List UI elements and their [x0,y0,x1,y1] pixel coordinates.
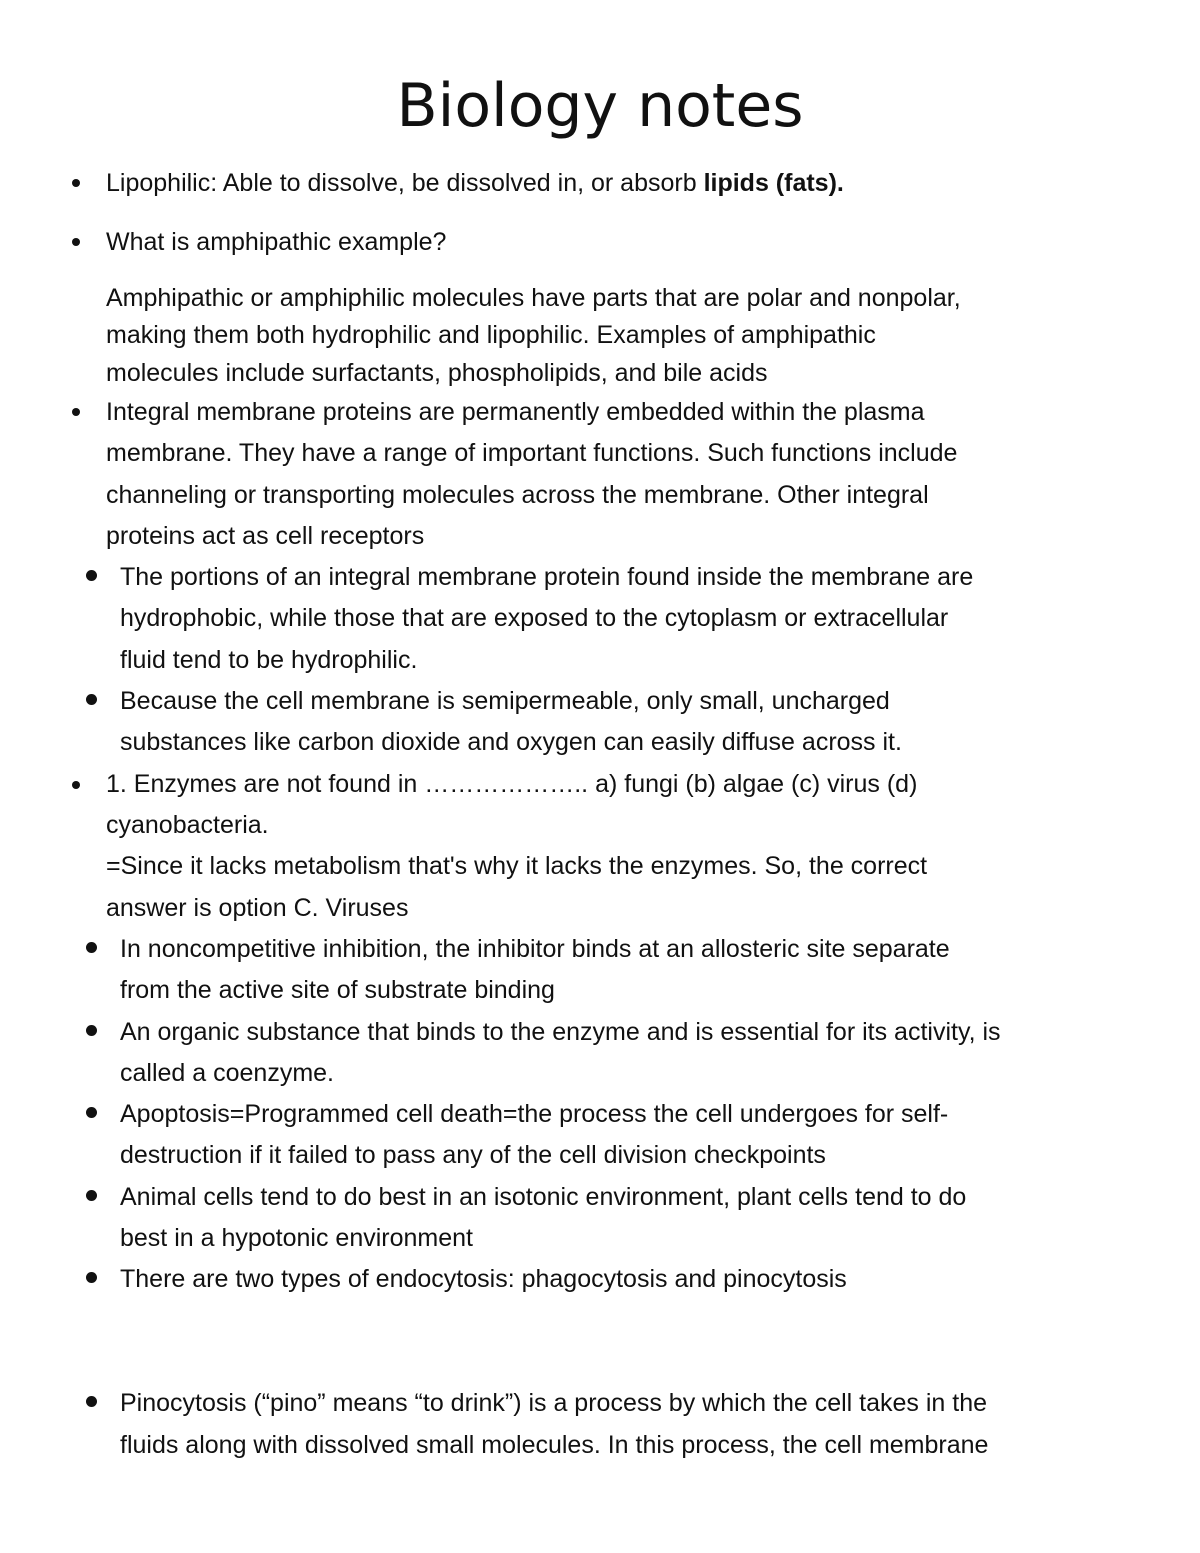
note-apoptosis-line: Apoptosis=Programmed cell death=the process the cell undergoes for self- [120,1100,949,1128]
bullet-icon [72,179,80,187]
note-coenzyme-line: An organic substance that binds to the enzyme and is essential for its activity, is [120,1018,1001,1046]
note-lipophilic-text: Lipophilic: Able to dissolve, be dissolved in, or absorb [106,169,704,197]
bullet-icon [86,942,97,953]
bullet-icon [86,694,97,705]
note-portions-line: The portions of an integral membrane protein found inside the membrane are [120,563,974,591]
note-integral-line: channeling or transporting molecules across the membrane. Other integral [106,481,929,509]
bullet-icon [86,1190,97,1201]
note-amphipathic-answer-line: Amphipathic or amphiphilic molecules have parts that are polar and nonpolar, [106,284,961,312]
bullet-icon [72,408,80,416]
note-noncompetitive-line: from the active site of substrate binding [120,976,555,1004]
bullet-icon [86,570,97,581]
bullet-icon [86,1025,97,1036]
page-title: Biology notes [396,71,804,141]
note-integral-line: membrane. They have a range of important functions. Such functions include [106,439,958,467]
note-pinocytosis-line: Pinocytosis (“pino” means “to drink”) is a process by which the cell takes in the [120,1389,988,1417]
note-apoptosis-line: destruction if it failed to pass any of the cell division checkpoints [120,1141,826,1169]
note-portions-line: fluid tend to be hydrophilic. [120,646,418,674]
note-amphipathic-question: What is amphipathic example? [106,228,447,256]
note-enzymes-line: answer is option C. Viruses [106,894,409,922]
note-semipermeable-line: Because the cell membrane is semipermeable, only small, uncharged [120,687,890,715]
note-amphipathic-answer-line: making them both hydrophilic and lipophilic. Examples of amphipathic [106,321,876,349]
note-enzymes-line: 1. Enzymes are not found in ……………….. a) fungi (b) algae (c) virus (d) [106,770,918,798]
note-amphipathic-answer-line: molecules include surfactants, phospholipids, and bile acids [106,359,768,387]
note-integral-line: proteins act as cell receptors [106,522,425,550]
note-lipophilic [106,168,844,198]
note-coenzyme-line: called a coenzyme. [120,1059,335,1087]
note-semipermeable-line: substances like carbon dioxide and oxygen can easily diffuse across it. [120,728,902,756]
note-isotonic-line: best in a hypotonic environment [120,1224,473,1252]
note-isotonic-line: Animal cells tend to do best in an isotonic environment, plant cells tend to do [120,1183,967,1211]
note-lipophilic-bold: lipids (fats). [703,169,844,197]
bullet-icon [86,1396,97,1407]
bullet-icon [86,1272,97,1283]
note-integral-line: Integral membrane proteins are permanently embedded within the plasma [106,398,925,426]
bullet-icon [72,781,80,789]
note-pinocytosis-line: fluids along with dissolved small molecules. In this process, the cell membrane [120,1431,989,1459]
bullet-icon [72,238,80,246]
note-portions-line: hydrophobic, while those that are exposed to the cytoplasm or extracellular [120,604,949,632]
note-noncompetitive-line: In noncompetitive inhibition, the inhibitor binds at an allosteric site separate [120,935,950,963]
bullet-icon [86,1107,97,1118]
note-enzymes-line: cyanobacteria. [106,811,269,839]
note-enzymes-line: =Since it lacks metabolism that's why it lacks the enzymes. So, the correct [106,852,928,880]
note-endocytosis: There are two types of endocytosis: phagocytosis and pinocytosis [120,1265,847,1293]
